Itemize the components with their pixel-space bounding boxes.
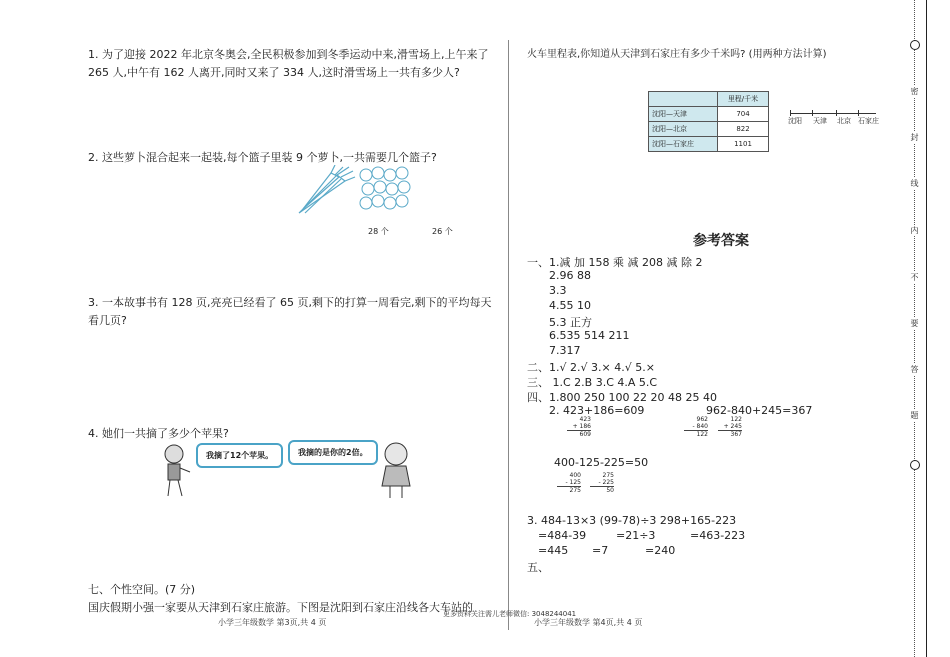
answer-13: 400-125-225=50 — [554, 456, 649, 469]
vcalc-c: 122 + 245 367 — [718, 416, 742, 438]
answer-2: 2.96 88 — [549, 269, 591, 282]
binding-char-1: 密 — [910, 87, 919, 96]
answer-17: =463-223 — [690, 529, 746, 542]
right-footer: 小学三年级数学 第4页,共 4 页 — [534, 618, 643, 627]
answer-3: 3.3 — [549, 284, 567, 297]
page-divider — [508, 40, 509, 630]
q2-text: 2. 这些萝卜混合起来一起装,每个篮子里装 9 个萝卜,一共需要几个篮子? — [88, 151, 437, 164]
answer-18: =445 — [538, 544, 569, 557]
bubble-girl-right: 我摘的是你的2倍。 — [288, 440, 378, 465]
binding-char-6: 要 — [910, 319, 919, 328]
answer-12: 962-840+245=367 — [706, 404, 813, 417]
vcalc-a: 423 + 186 609 — [567, 416, 591, 438]
vcalc-b: 962 - 840 122 — [684, 416, 708, 438]
answers-title: 参考答案 — [693, 233, 749, 249]
binding-char-4: 内 — [910, 226, 919, 235]
answer-5: 5.3 正方 — [549, 316, 592, 329]
bubble-girl-left: 我摘了12个苹果。 — [196, 443, 283, 468]
q3-line2: 看几页? — [88, 314, 127, 327]
answer-7: 7.317 — [549, 344, 581, 357]
q1-line1: 1. 为了迎接 2022 年北京冬奥会,全民积极参加到冬季运动中来,滑雪场上,上午来了 — [88, 48, 489, 61]
station-3: 北京 — [837, 117, 851, 125]
answer-8: 二、1.√ 2.√ 3.× 4.√ 5.× — [527, 361, 655, 374]
binding-char-8: 题 — [910, 411, 919, 420]
answer-21: 五、 — [527, 561, 549, 574]
answer-11: 2. 423+186=609 — [549, 404, 645, 417]
answer-4: 4.55 10 — [549, 299, 591, 312]
route-1: 沈阳—天津 — [649, 107, 718, 122]
mileage-table — [648, 91, 769, 152]
section7-line1: 国庆假期小强一家要从天津到石家庄旅游。下图是沈阳到石家庄沿线各大车站的 — [88, 601, 473, 614]
binding-edge — [926, 0, 927, 657]
km-2: 822 — [718, 122, 769, 137]
km-3: 1101 — [718, 137, 769, 152]
mileage-header: 里程/千米 — [718, 92, 769, 107]
q2-label-b: 26 个 — [432, 227, 453, 236]
answer-15: =484-39 — [538, 529, 587, 542]
q4-text: 4. 她们一共摘了多少个苹果? — [88, 427, 229, 440]
vcalc-d: 400 - 125 275 — [557, 472, 581, 494]
route-3: 沈阳—石家庄 — [649, 137, 718, 152]
right-intro: 火车里程表,你知道从天津到石家庄有多少千米吗? (用两种方法计算) — [527, 49, 827, 60]
binding-char-2: 封 — [910, 133, 919, 142]
binding-char-7: 答 — [910, 365, 919, 374]
station-4: 石家庄 — [858, 117, 879, 125]
answer-19: =7 — [592, 544, 609, 557]
answer-20: =240 — [645, 544, 676, 557]
station-1: 沈阳 — [788, 117, 802, 125]
answer-14: 3. 484-13×3 (99-78)÷3 298+165-223 — [527, 514, 737, 527]
section7-title: 七、个性空间。(7 分) — [88, 583, 196, 596]
vcalc-e: 275 - 225 50 — [590, 472, 614, 494]
answer-6: 6.535 514 211 — [549, 329, 630, 342]
q3-line1: 3. 一本故事书有 128 页,亮亮已经看了 65 页,剩下的打算一周看完,剩下的平均每天 — [88, 296, 492, 309]
route-2: 沈阳—北京 — [649, 122, 718, 137]
station-2: 天津 — [813, 117, 827, 125]
binding-hole-bottom — [910, 460, 920, 470]
q1-line2: 265 人,中午有 162 人离开,同时又来了 334 人,这时滑雪场上一共有多少人? — [88, 66, 460, 79]
radishes-image — [358, 165, 413, 215]
q2-label-a: 28 个 — [368, 227, 389, 236]
girl-right-image — [376, 440, 416, 502]
answer-10: 四、1.800 250 100 22 20 48 25 40 — [527, 391, 717, 404]
watermark-text: 更多资料关注需儿老师微信: 3048244041 — [443, 610, 577, 618]
answer-9: 三、 1.C 2.B 3.C 4.A 5.C — [527, 376, 658, 389]
carrots-image — [297, 165, 357, 215]
girl-left-image — [158, 442, 194, 502]
km-1: 704 — [718, 107, 769, 122]
binding-char-5: 不 — [910, 273, 919, 282]
binding-char-3: 线 — [910, 179, 919, 188]
answer-1: 一、1.减 加 158 乘 减 208 减 除 2 — [527, 256, 703, 269]
answer-16: =21÷3 — [616, 529, 656, 542]
left-footer: 小学三年级数学 第3页,共 4 页 — [218, 618, 327, 627]
binding-hole-top — [910, 40, 920, 50]
